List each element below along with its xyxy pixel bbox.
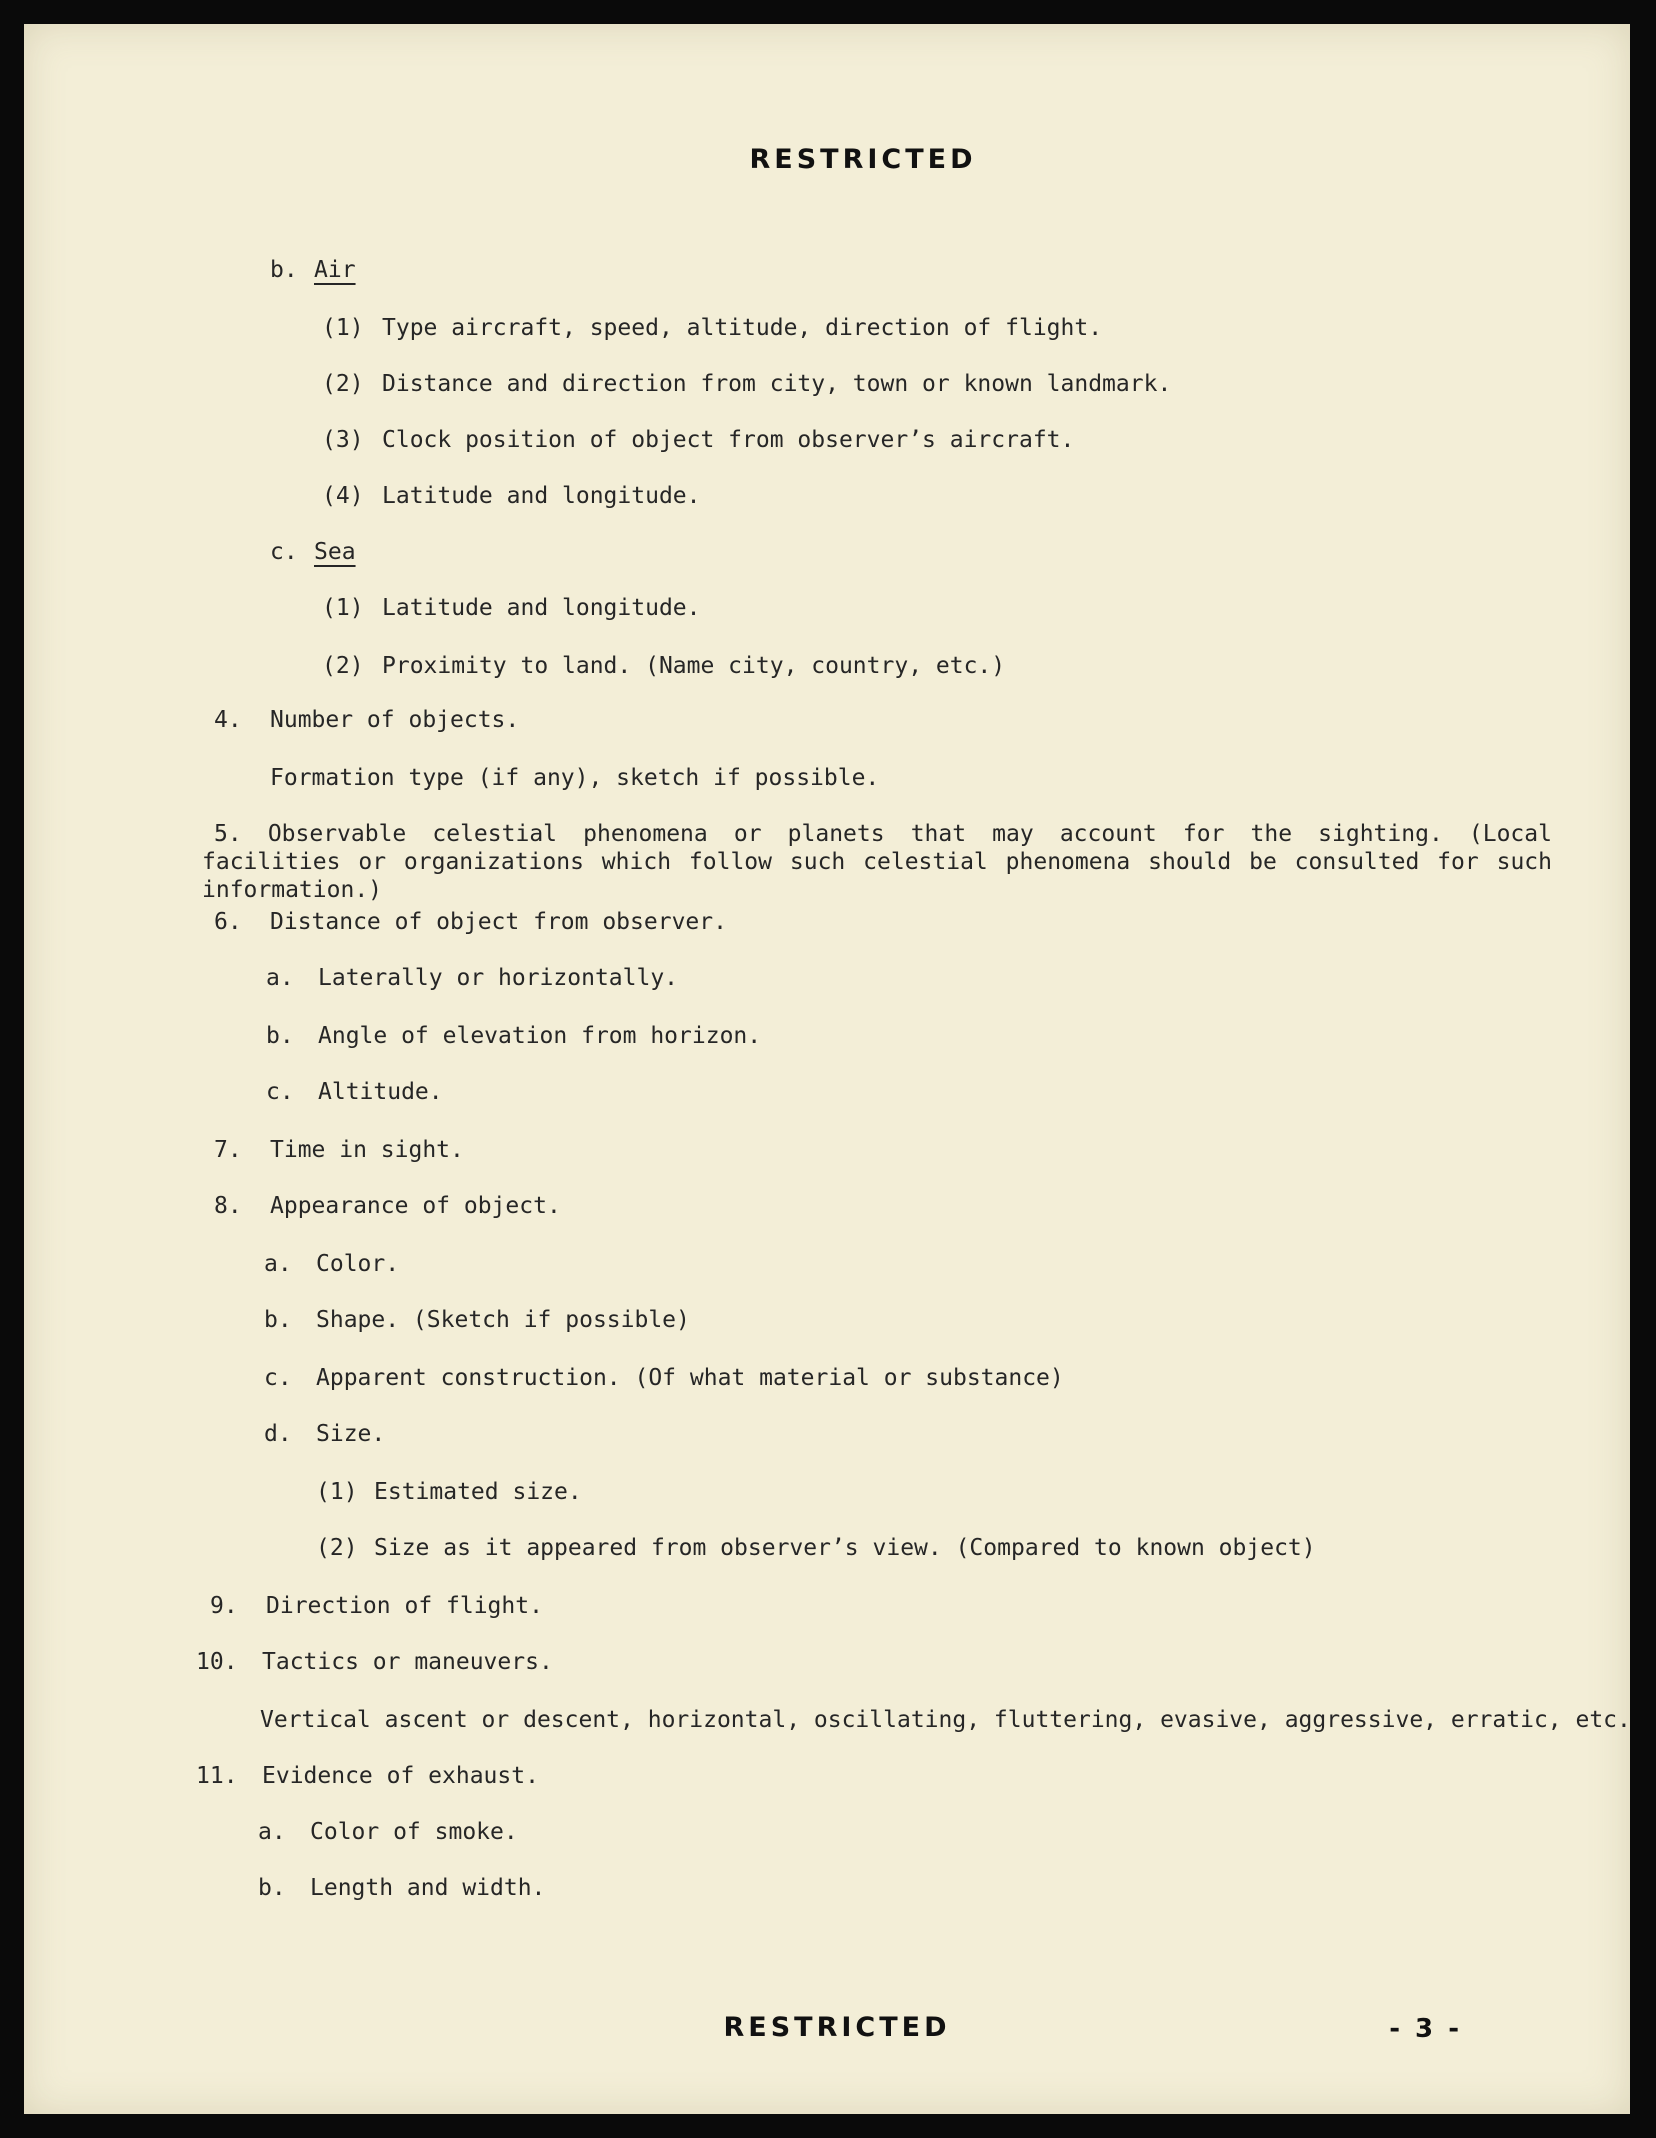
document-page: [24, 24, 1630, 2114]
item-8-a: a. Color.: [264, 1251, 400, 1277]
item-8-d-2: (2) Size as it appeared from observer’s view. (Compared to known object): [316, 1535, 1316, 1561]
item-8-d: d. Size.: [264, 1421, 386, 1447]
item-6-b: b. Angle of elevation from horizon.: [266, 1023, 762, 1049]
item-11: 11. Evidence of exhaust.: [196, 1763, 539, 1789]
item-7: 7. Time in sight.: [214, 1137, 464, 1163]
item-6: 6. Distance of object from observer.: [214, 909, 727, 935]
item-9: 9. Direction of flight.: [210, 1593, 543, 1619]
item-10-detail: Vertical ascent or descent, horizontal, oscillating, fluttering, evasive, aggressive, erratic, etc.: [260, 1707, 1631, 1733]
page-header: RESTRICTED: [749, 144, 977, 175]
item-11-a: a. Color of smoke.: [258, 1819, 518, 1845]
item-c-2: (2) Proximity to land. (Name city, country, etc.): [322, 653, 1006, 679]
item-5: 5. Observable celestial phenomena or planets that may account for the sighting. (Local facilities or organizations which follow such celestial phenomena should be consulted for such information.): [202, 821, 1552, 903]
item-8-c: c. Apparent construction. (Of what material or substance): [264, 1365, 1064, 1391]
item-b-3: (3) Clock position of object from observer’s aircraft.: [322, 427, 1075, 453]
item-11-b: b. Length and width.: [258, 1875, 546, 1901]
item-8: 8. Appearance of object.: [214, 1193, 561, 1219]
item-c-1: (1) Latitude and longitude.: [322, 595, 701, 621]
item-c-sea: c. Sea: [270, 539, 356, 565]
item-b-air: b. Air: [270, 257, 356, 283]
page-number: - 3 -: [1389, 2014, 1462, 2044]
page-footer: RESTRICTED: [723, 2012, 951, 2043]
item-6-a: a. Laterally or horizontally.: [266, 965, 679, 991]
item-b-2: (2) Distance and direction from city, town or known landmark.: [322, 371, 1172, 397]
item-10: 10. Tactics or maneuvers.: [196, 1649, 553, 1675]
item-6-c: c. Altitude.: [266, 1079, 443, 1105]
item-b-1: (1) Type aircraft, speed, altitude, direction of flight.: [322, 315, 1103, 341]
item-b-4: (4) Latitude and longitude.: [322, 483, 701, 509]
item-8-d-1: (1) Estimated size.: [316, 1479, 582, 1505]
item-4-formation: Formation type (if any), sketch if possible.: [270, 765, 880, 791]
item-4: 4. Number of objects.: [214, 707, 520, 733]
item-8-b: b. Shape. (Sketch if possible): [264, 1307, 690, 1333]
